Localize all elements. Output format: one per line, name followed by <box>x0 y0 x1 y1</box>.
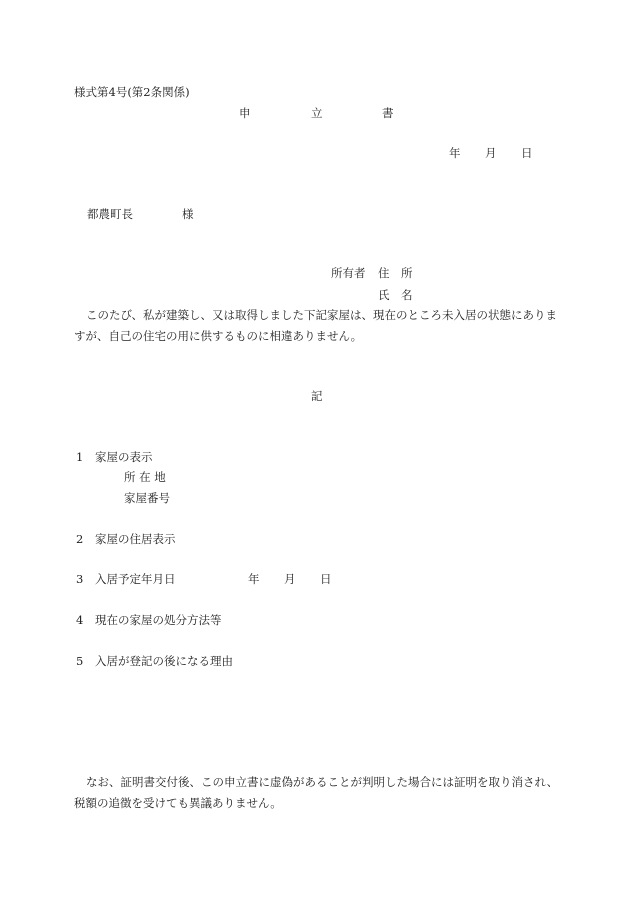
title-char-2: 立 <box>311 106 323 120</box>
title-char-1: 申 <box>239 106 251 120</box>
form-number: 様式第4号(第2条関係) <box>74 85 190 99</box>
footer-paragraph: なお、証明書交付後、この申立書に虚偽があることが判明した場合には証明を取り消され、税額の追徴を受けても異議ありません。 <box>74 775 559 810</box>
item-3-year: 年 <box>248 572 260 586</box>
item-5-label: 入居が登記の後になる理由 <box>95 654 233 668</box>
item-2-label: 家屋の住居表示 <box>95 532 176 546</box>
owner-name-label: 氏 名 <box>378 288 413 302</box>
statement-paragraph: このたび、私が建築し、又は取得しました下記家屋は、現在のところ未入居の状態にありますが、自己の住宅の用に供するものに相違ありません。 <box>74 308 558 343</box>
item-3-number: 3 <box>76 572 84 586</box>
item-3-day: 日 <box>320 572 332 586</box>
date-day: 日 <box>521 146 533 160</box>
owner-address-label: 住 所 <box>378 266 413 280</box>
addressee-name: 都農町長 <box>87 207 133 221</box>
item-3-label: 入居予定年月日 <box>95 572 176 586</box>
title-char-3: 書 <box>382 106 394 120</box>
item-4-label: 現在の家屋の処分方法等 <box>95 613 222 627</box>
item-2-number: 2 <box>76 532 84 546</box>
item-5-number: 5 <box>76 654 84 668</box>
item-1-label: 家屋の表示 <box>95 450 153 464</box>
date-year: 年 <box>449 146 461 160</box>
owner-label: 所有者 <box>331 266 366 280</box>
item-4-number: 4 <box>76 613 84 627</box>
item-1-sub-location: 所 在 地 <box>124 470 166 484</box>
ki-heading: 記 <box>311 389 323 403</box>
addressee-honorific: 様 <box>182 207 194 221</box>
item-1-sub-number: 家屋番号 <box>124 491 170 505</box>
item-1-number: 1 <box>76 450 84 464</box>
item-3-month: 月 <box>284 572 296 586</box>
date-month: 月 <box>485 146 497 160</box>
